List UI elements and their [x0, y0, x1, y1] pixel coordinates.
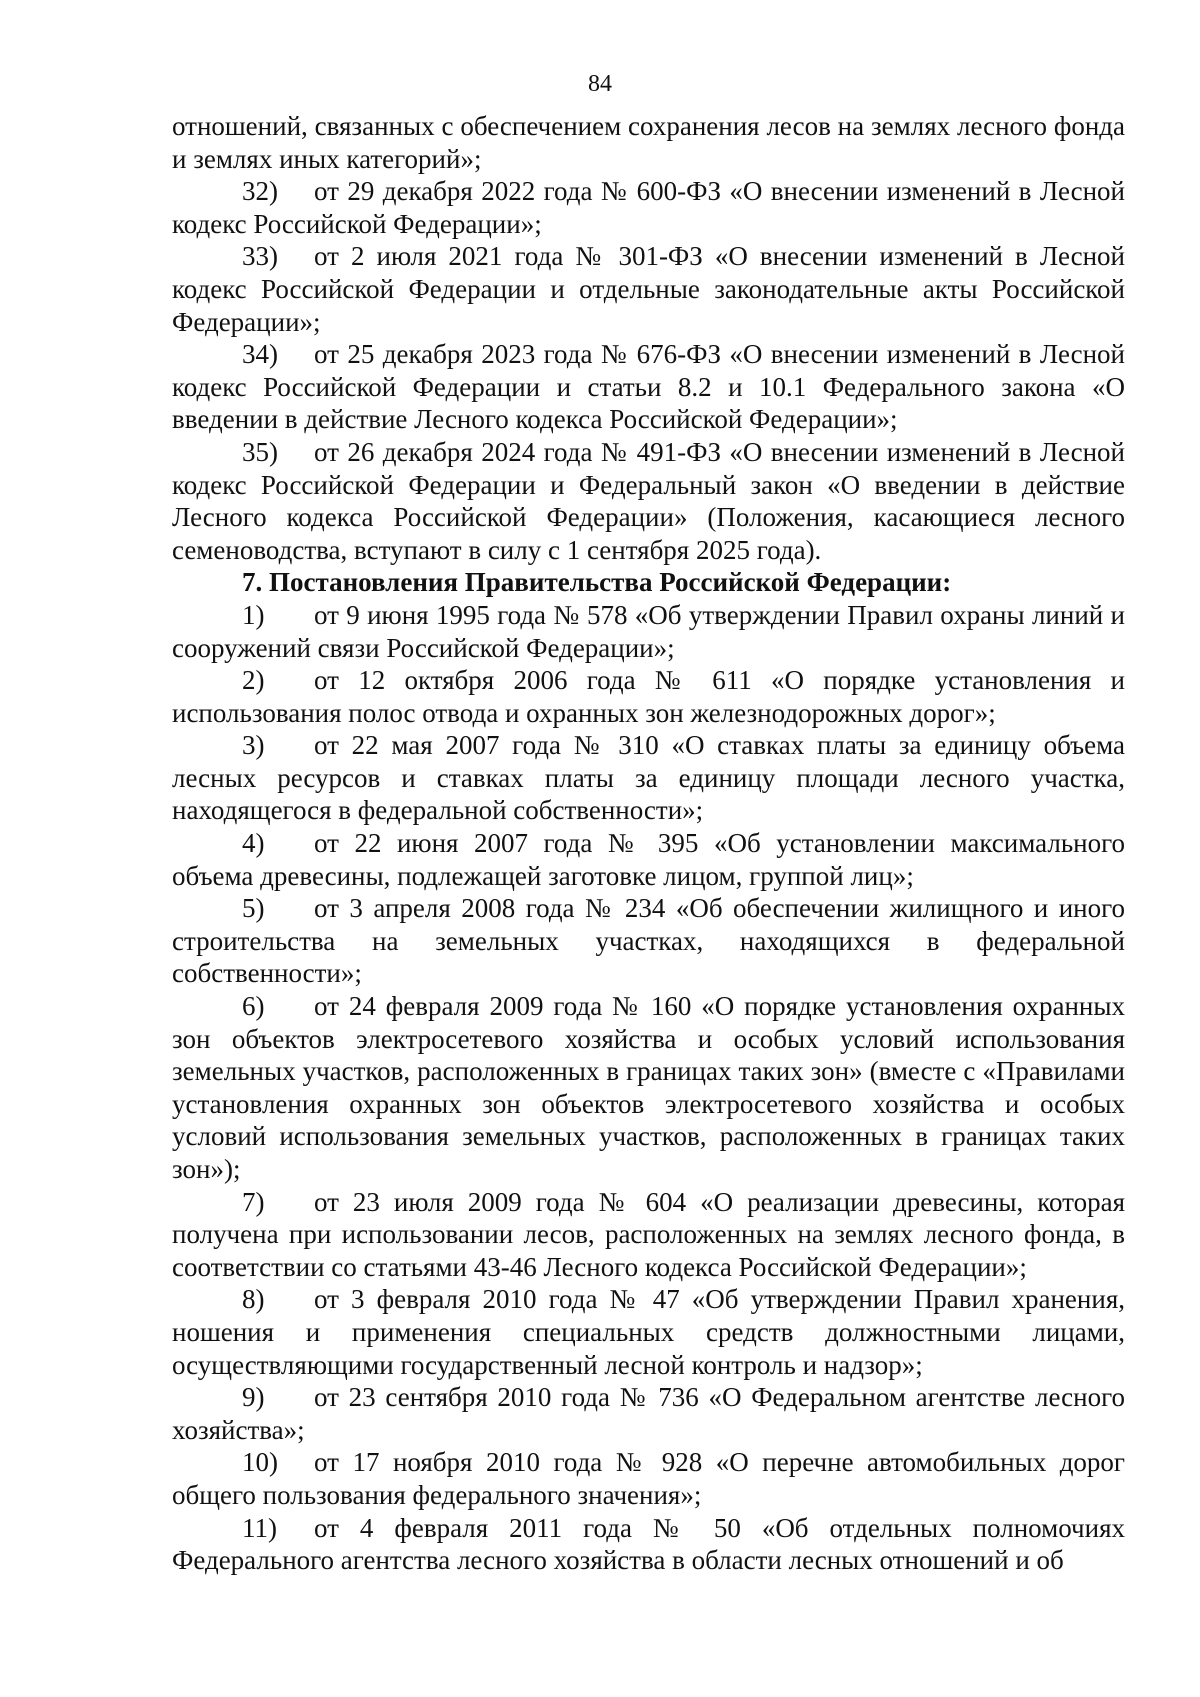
item-text: от 2 июля 2021 года № 301-ФЗ «О внесении изменений в Лесной кодекс Российской Федерации и отдельные законодательные акты Российской Федерации»; [172, 241, 1125, 337]
item-text: от 12 октября 2006 года № 611 «О порядке установления и использования полос отвода и охранных зон железнодорожных дорог»; [172, 665, 1125, 728]
section-heading: 7. Постановления Правительства Российской Федерации: [242, 567, 952, 598]
item-number: 7) [242, 1186, 265, 1217]
item-text: от 3 апреля 2008 года № 234 «Об обеспечении жилищного и иного строительства на земельных участках, находящихся в федеральной собственности»; [172, 893, 1125, 989]
item-number: 2) [242, 665, 265, 696]
list-item [172, 1186, 1125, 1284]
item-number: 3) [242, 730, 265, 761]
list-item [172, 338, 1125, 436]
item-number: 35) [242, 436, 278, 467]
list-item [172, 240, 1125, 338]
item-number: 8) [242, 1284, 265, 1315]
list-item [172, 664, 1125, 729]
list-item [172, 1381, 1125, 1446]
item-number: 33) [242, 241, 278, 272]
item-text: от 3 февраля 2010 года № 47 «Об утверждении Правил хранения, ношения и применения специальных средств должностными лицами, осуществляющими государственный лесной контроль и надзор»; [172, 1284, 1125, 1380]
document-body [172, 110, 1125, 1577]
item-number: 1) [242, 599, 265, 630]
list-item [172, 1283, 1125, 1381]
resolutions-list [172, 599, 1125, 1577]
item-text: от 29 декабря 2022 года № 600-ФЗ «О внесении изменений в Лесной кодекс Российской Федерации»; [172, 176, 1125, 239]
item-number: 6) [242, 991, 265, 1022]
item-text: от 23 июля 2009 года № 604 «О реализации древесины, которая получена при использовании лесов, расположенных на землях лесного фонда, в соответствии со статьями 43-46 Лесного кодекса Российской Федерации»; [172, 1186, 1125, 1282]
item-number: 34) [242, 339, 278, 370]
item-text: от 26 декабря 2024 года № 491-ФЗ «О внесении изменений в Лесной кодекс Российской Федерации и Федеральный закон «О введении в действие Лесного кодекса Российской Федерации» (Положения, касающиеся лесного семеноводства, вступают в силу с 1 сентября 2025 года). [172, 436, 1125, 565]
item-text: от 25 декабря 2023 года № 676-ФЗ «О внесении изменений в Лесной кодекс Российской Федерации и статьи 8.2 и 10.1 Федерального закона «О введении в действие Лесного кодекса Российской Федерации»; [172, 339, 1125, 435]
list-item [172, 892, 1125, 990]
item-text: от 4 февраля 2011 года № 50 «Об отдельных полномочиях Федерального агентства лесного хозяйства в области лесных отношений и об [172, 1512, 1125, 1576]
item-number: 4) [242, 828, 265, 859]
intro-paragraph: отношений, связанных с обеспечением сохранения лесов на землях лесного фонда и землях иных категорий»; [172, 111, 1125, 174]
item-text: от 17 ноября 2010 года № 928 «О перечне автомобильных дорог общего пользования федерального значения»; [172, 1447, 1125, 1510]
item-number: 11) [242, 1512, 277, 1543]
list-item [172, 599, 1125, 664]
item-text: от 22 июня 2007 года № 395 «Об установлении максимального объема древесины, подлежащей заготовке лицом, группой лиц»; [172, 828, 1125, 891]
list-item [172, 729, 1125, 827]
item-text: от 22 мая 2007 года № 310 «О ставках платы за единицу объема лесных ресурсов и ставках платы за единицу площади лесного участка, находящегося в федеральной собственности»; [172, 730, 1125, 826]
list-item [172, 827, 1125, 892]
list-item [172, 1512, 1125, 1577]
item-number: 32) [242, 176, 278, 207]
page-number: 84 [588, 71, 612, 97]
item-number: 5) [242, 893, 265, 924]
list-item [172, 1446, 1125, 1511]
item-text: от 23 сентября 2010 года № 736 «О Федеральном агентстве лесного хозяйства»; [172, 1382, 1125, 1445]
list-item [172, 436, 1125, 566]
item-number: 10) [242, 1447, 278, 1478]
item-number: 9) [242, 1382, 265, 1413]
list-item [172, 990, 1125, 1186]
list-item [172, 175, 1125, 240]
item-text: от 9 июня 1995 года № 578 «Об утверждении Правил охраны линий и сооружений связи Российской Федерации»; [172, 599, 1125, 663]
item-text: от 24 февраля 2009 года № 160 «О порядке установления охранных зон объектов электросетевого хозяйства и особых условий использования земельных участков, расположенных в границах таких зон» (вместе с «Правилами установления охранных зон объектов электросетевого хозяйства и особых условий использования земельных участков, расположенных в границах таких зон»); [172, 991, 1125, 1184]
laws-list [172, 175, 1125, 566]
